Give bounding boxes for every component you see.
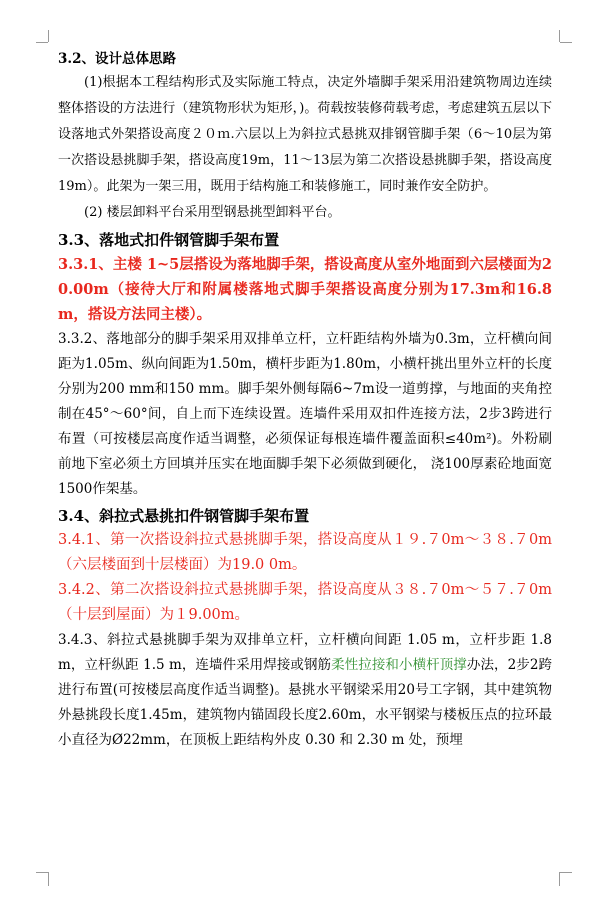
section-heading-3-3: 3.3、落地式扣件钢管脚手架布置 — [58, 231, 280, 249]
crop-mark-top-left — [48, 30, 49, 42]
crop-mark-top-right — [559, 30, 560, 42]
item-3-3-1: 3.3.1、主楼 1~5层搭设为落地脚手架，搭设高度从室外地面到六层楼面为20.00m（接待大厅和附属楼落地式脚手架搭设高度分别为17.3m和16.8m，搭设方法同主楼）。 — [58, 256, 552, 323]
document-body — [58, 46, 552, 753]
item-3-3-2: 3.3.2、落地部分的脚手架采用双排单立杆，立杆距结构外墙为0.3m，立杆横向间距为1.05m、纵向间距为1.50m，横杆步距为1.80m，小横杆挑出里外立杆的长度分别为200 mm和150 mm。脚手架外侧每隔6~7m设一道剪撑，与地面的夹角控制在45°～60°间，自上而下连续设置。连墙件采用双扣件连接方法，2步3跨进行布置（可按楼层高度作适当调整，必须保证每根连墙件覆盖面积≤40m²)。外粉刷前地下室必须土方回填并压实在地面脚手架下必须做到硬化， 浇100厚素砼地面宽1500作架基。 — [58, 331, 552, 497]
paragraph-2: (2) 楼层卸料平台采用型钢悬挑型卸料平台。 — [84, 205, 341, 220]
crop-mark-bottom-right — [559, 872, 560, 886]
item-3-4-1: 3.4.1、第一次搭设斜拉式悬挑脚手架，搭设高度从１９.７0m～３８.７0m（六层楼面到十层楼面）为19.0 0m。 — [58, 532, 552, 573]
item-3-4-3-text-b: 办法，2步2跨进行布置(可按楼层高度作适当调整)。悬挑水平钢梁采用20号工字钢，其中建筑物外悬挑段长度1.45m，建筑物内锚固段长度2.60m，水平钢梁与楼板压点的拉环最小直径为Ø22mm，在顶板上距结构外皮 0.30 和 2.30 m 处，预埋 — [58, 657, 553, 748]
crop-mark-bottom-left — [36, 872, 48, 873]
section-heading-3-4: 3.4、斜拉式悬挑扣件钢管脚手架布置 — [58, 507, 310, 525]
item-3-4-3-highlight: 柔性拉接和小横杆顶撑 — [331, 657, 467, 673]
paragraph-1: (1)根据本工程结构形式及实际施工特点，决定外墙脚手架采用沿建筑物周边连续整体搭设的方法进行（建筑物形状为矩形，)。荷载按装修荷载考虑，考虑建筑五层以下设落地式外架搭设高度２０ｍ.六层以上为斜拉式悬挑双排钢管脚手架（6～10层为第一次搭设悬挑脚手架，搭设高度19m，11～13层为第二次搭设悬挑脚手架，搭设高度19m）。此架为一架三用，既用于结构施工和装修施工，同时兼作安全防护。 — [58, 75, 552, 194]
crop-mark-bottom-left — [48, 872, 49, 886]
item-3-4-3 — [58, 628, 552, 753]
item-3-4-2: 3.4.2、第二次搭设斜拉式悬挑脚手架，搭设高度从３８.７0m～５７.７0m（十层到屋面）为１9.00m。 — [58, 582, 552, 623]
section-heading-3-2: 3.2、设计总体思路 — [58, 51, 176, 67]
crop-mark-top-right — [560, 42, 572, 43]
item-3-4-3-text-a: 3.4.3、斜拉式悬挑脚手架为双排单立杆，立杆横向间距 1.05 m，立杆步距 1.8 m，立杆纵距 1.5 m，连墙件采用焊接或钢筋 — [58, 632, 552, 673]
crop-mark-top-left — [36, 42, 48, 43]
crop-mark-bottom-right — [560, 872, 572, 873]
